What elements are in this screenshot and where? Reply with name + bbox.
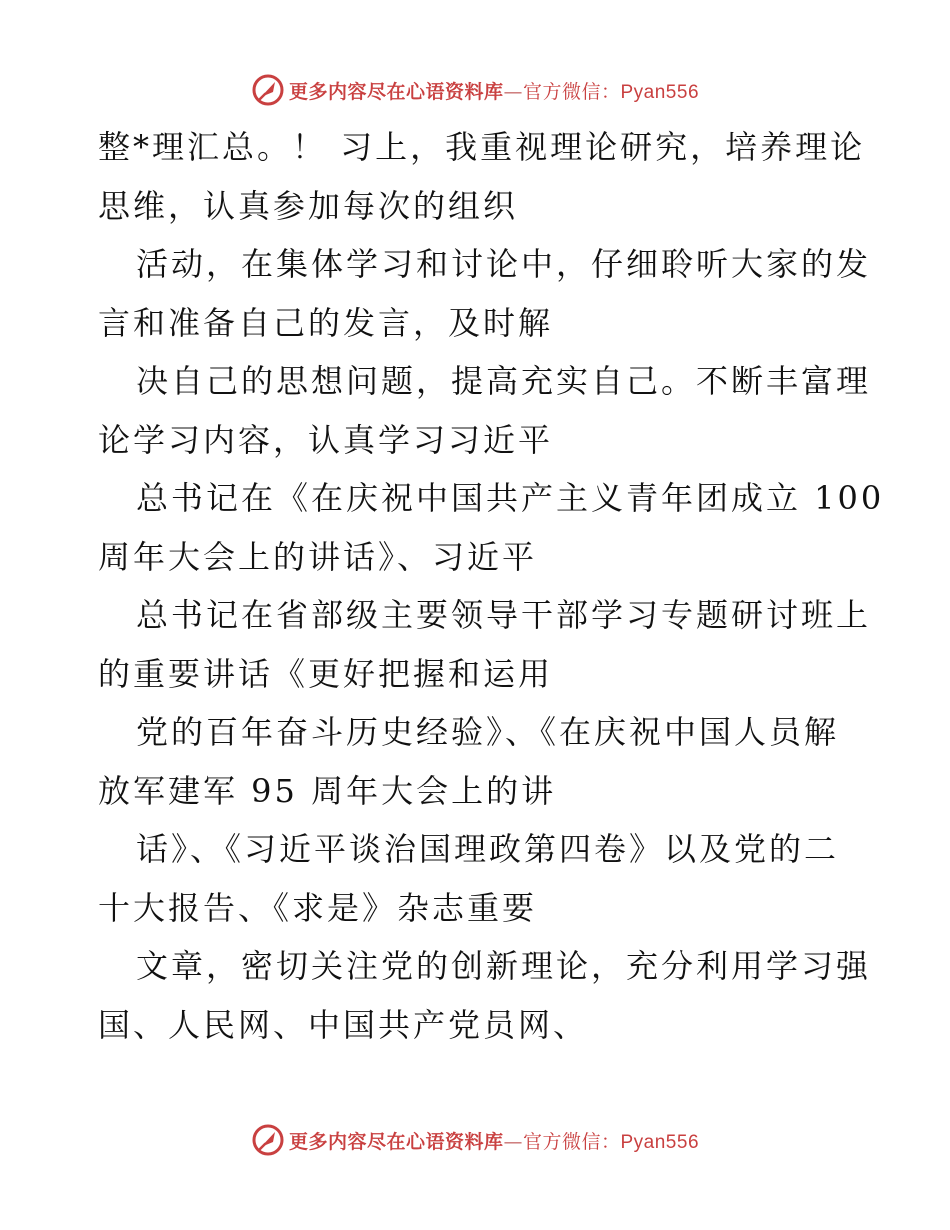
watermark-label: 官方微信：: [522, 80, 621, 103]
text-line-16: 国、人民网、中国共产党员网、: [98, 1005, 589, 1044]
text-line-3: 活动，在集体学习和讨论中，仔细聆听大家的发: [136, 245, 872, 283]
quill-logo-icon: [251, 1123, 285, 1157]
text-line-5: 决自己的思想问题，提高充实自己。不断丰富理: [136, 362, 872, 400]
text-line-7: 总书记在《在庆祝中国共产主义青年团成立 100: [136, 479, 885, 517]
text-line-13: 话》、《习近平谈治国理政第四卷》以及党的二: [136, 830, 840, 868]
text-line-14: 十大报告、《求是》杂志重要: [98, 888, 538, 927]
footer-watermark: [0, 1120, 950, 1160]
text-line-12: 放军建军 95 周年大会上的讲: [98, 771, 557, 810]
watermark-main-text: 更多内容尽在心语资料库: [288, 80, 504, 103]
watermark-id: Pyan556: [620, 1131, 700, 1153]
quill-logo-icon: [251, 73, 285, 107]
text-line-9: 总书记在省部级主要领导干部学习专题研讨班上: [136, 596, 872, 634]
text-line-15: 文章，密切关注党的创新理论，充分利用学习强: [136, 947, 872, 985]
text-line-1: 整*理汇总。！ 习上，我重视理论研究，培养理论: [98, 128, 866, 166]
text-line-2: 思维，认真参加每次的组织: [98, 186, 519, 225]
watermark-id: Pyan556: [620, 81, 700, 103]
text-line-4: 言和准备自己的发言，及时解: [98, 303, 554, 342]
watermark-dash: —: [503, 80, 523, 103]
text-line-10: 的重要讲话《更好把握和运用: [98, 654, 554, 693]
document-body: [98, 118, 885, 1054]
text-line-8: 周年大会上的讲话》、习近平: [98, 537, 538, 576]
watermark-label: 官方微信：: [522, 1130, 621, 1153]
header-watermark: [0, 70, 950, 110]
text-line-11: 党的百年奋斗历史经验》、《在庆祝中国人员解: [136, 713, 840, 751]
watermark-main-text: 更多内容尽在心语资料库: [288, 1130, 504, 1153]
text-line-6: 论学习内容，认真学习习近平: [98, 420, 554, 459]
watermark-dash: —: [503, 1130, 523, 1153]
